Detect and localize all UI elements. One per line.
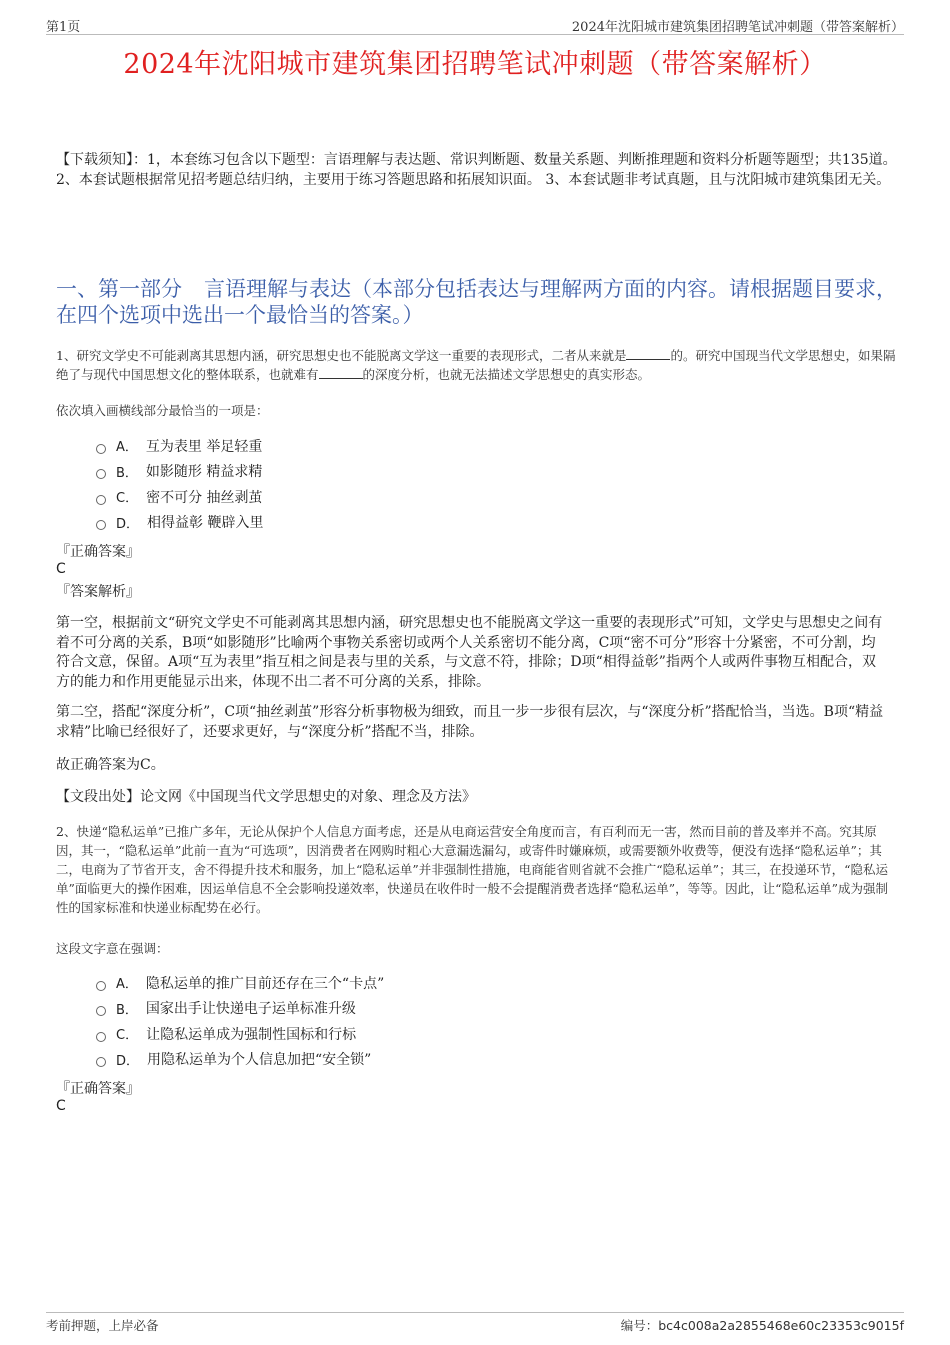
- analysis-paragraph: 第二空，搭配“深度分析”，C项“抽丝剥茧”形容分析事物极为细致，而且一步一步很有层次，与“深度分析”搭配恰当，当选。B项“精益求精”比喻已经很好了，还要求更好，与“深度分析”搭配不当，排除。: [56, 704, 884, 740]
- analysis-paragraph: 第一空，根据前文“研究文学史不可能剥离其思想内涵，研究思想史也不能脱离文学这一重要的表现形式”可知，文学史与思想史之间有着不可分离的关系，B项“如影随形”比喻两个事物关系密切或两个人关系密切不能分离，C项“密不可分”形容十分紧密，不可分割，均符合文意，保留。A项“互为表里”指互相之间是表与里的关系，与文意不符，排除；D项“相得益彰”指两个人或两件事物互相配合，双方的能力和作用更能显示出来，体现不出二者不可分离的关系，排除。: [56, 615, 883, 690]
- option-d[interactable]: D． 相得益彰 鞭辟入里: [96, 510, 263, 536]
- option-c[interactable]: C． 让隐私运单成为强制性国标和行标: [96, 1021, 384, 1047]
- question-2-options: [96, 970, 384, 1072]
- fill-blank: [626, 347, 670, 360]
- section-heading: [56, 276, 900, 328]
- analysis-label: 『答案解析』: [56, 584, 140, 600]
- question-2-prompt: 这段文字意在强调：: [56, 941, 169, 956]
- section-desc: 言语理解与表达（本部分包括表达与理解两方面的内容。请根据题目要求，在四个选项中选出一个最恰当的答案。）: [56, 277, 897, 327]
- correct-answer-value: C: [56, 1098, 66, 1114]
- option-c[interactable]: C． 密不可分 抽丝剥茧: [96, 484, 263, 510]
- question-1-text: 1、研究文学史不可能剥离其思想内涵，研究思想史也不能脱离文学这一重要的表现形式，二者从来就是 的。研究中国现当代文学思想史，如果隔绝了与现代中国思想文化的整体联系，也就难有 的深度分析，也就无法描述文学思想史的真实形态。: [56, 348, 896, 382]
- document-title: 2024年沈阳城市建筑集团招聘笔试冲刺题（带答案解析）: [123, 49, 827, 80]
- question-2-text: 2、快递“隐私运单”已推广多年，无论从保护个人信息方面考虑，还是从电商运营安全角度而言，有百利而无一害，然而目前的普及率并不高。究其原因，其一，“隐私运单”此前一直为“可选项”，因消费者在网购时粗心大意漏选漏勾，或寄件时嫌麻烦，或需要额外收费等，便没有选择“隐私运单”；其二，电商为了节省开支，舍不得提升技术和服务，加上“隐私运单”并非强制性措施，电商能省则省就不会推广“隐私运单”；其三，在投递环节，“隐私运单”面临更大的操作困难，因运单信息不全会影响投递效率，快递员在收件时一般不会提醒消费者选择“隐私运单”，等等。因此，让“隐私运单”成为强制性的国家标准和快递业标配势在必行。: [56, 824, 888, 915]
- radio-icon[interactable]: [96, 981, 106, 991]
- fill-blank: [319, 366, 363, 379]
- radio-icon[interactable]: [96, 1057, 106, 1067]
- radio-icon[interactable]: [96, 495, 106, 505]
- analysis-conclusion: 故正确答案为C。: [56, 757, 165, 773]
- page-header: [46, 14, 904, 35]
- download-notice: 【下载须知】：1，本套练习包含以下题型：言语理解与表达题、常识判断题、数量关系题、判断推理题和资料分析题等题型；共135道。 2、本套试题根据常见招考题总结归纳，主要用于练习答题思路和拓展知识面。 3、本套试题非考试真题，且与沈阳城市建筑集团无关。: [56, 152, 897, 188]
- header-doc-title: 2024年沈阳城市建筑集团招聘笔试冲刺题（带答案解析）: [571, 20, 904, 35]
- question-1-prompt: 依次填入画横线部分最恰当的一项是：: [56, 403, 269, 418]
- option-b[interactable]: B． 如影随形 精益求精: [96, 459, 263, 485]
- question-1-prompt-wrap: [56, 401, 900, 419]
- correct-answer-label: 『正确答案』: [56, 1081, 140, 1097]
- question-2: [56, 822, 900, 917]
- page-number: 第1页: [46, 20, 81, 35]
- option-a[interactable]: A． 隐私运单的推广目前还存在三个“卡点”: [96, 970, 384, 996]
- section-part: 一、第一部分: [56, 277, 182, 301]
- footer-code: 编号：bc4c008a2a2855468e60c23353c9015f: [620, 1318, 904, 1333]
- radio-icon[interactable]: [96, 1006, 106, 1016]
- option-b[interactable]: B． 国家出手让快递电子运单标准升级: [96, 996, 384, 1022]
- footer-slogan: 考前押题，上岸必备: [46, 1318, 159, 1333]
- question-1-options: [96, 433, 263, 535]
- radio-icon[interactable]: [96, 469, 106, 479]
- correct-answer-label: 『正确答案』: [56, 544, 140, 560]
- option-a[interactable]: A． 互为表里 举足轻重: [96, 433, 263, 459]
- question-1: [56, 346, 900, 384]
- radio-icon[interactable]: [96, 520, 106, 530]
- radio-icon[interactable]: [96, 1032, 106, 1042]
- question-2-prompt-wrap: [56, 939, 900, 957]
- source-citation: 【文段出处】论文网《中国现当代文学思想史的对象、理念及方法》: [56, 789, 476, 805]
- radio-icon[interactable]: [96, 444, 106, 454]
- option-d[interactable]: D． 用隐私运单为个人信息加把“安全锁”: [96, 1047, 384, 1073]
- correct-answer-value: C: [56, 561, 66, 577]
- page-footer: [46, 1312, 904, 1335]
